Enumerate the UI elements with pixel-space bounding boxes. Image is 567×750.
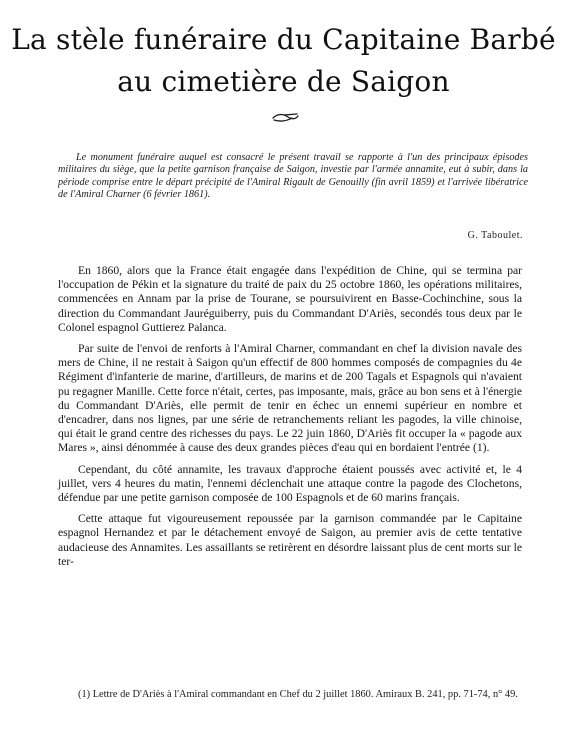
abstract-paragraph: Le monument funéraire auquel est consacré le présent travail se rapporte à l'un des principaux épisodes militaires du siège, que la petite garnison française de Saigon, investie par l'armée annamite, eut à subir, dans la période comprise entre le départ précipité de l'Amiral Rigault de Genouilly (fin avril 1859) et l'arrivée libératrice de l'Amiral Charner (6 février 1861). — [58, 152, 528, 201]
article-body — [58, 264, 522, 576]
author-signature: G. Taboulet. — [467, 230, 523, 241]
body-paragraph: Cette attaque fut vigoureusement repoussée par la garnison commandée par le Capitaine espagnol Hernandez et par le détachement envoyé de Saigon, au premier avis de cette tentative audacieuse des Annamites. Les assaillants se retirèrent en désordre laissant plus de cent morts sur le ter- — [58, 512, 522, 568]
body-paragraph: Par suite de l'envoi de renforts à l'Amiral Charner, commandant en chef la division navale des mers de Chine, il ne restait à Saigon qu'un effectif de 800 hommes composés de compagnies du 4e Régiment d'infanterie de marine, d'artilleurs, de marins et de 200 Tagals et Espagnols qui n'avaient pu regagner Manille. Cette force n'était, certes, pas imposante, mais, grâce au bon sens et à l'énergie du Commandant D'Ariès, elle permit de tenir en échec un ennemi supérieur en nombre et d'encadrer, dans nos lignes, par une série de retranchements reliant les pagodes, la ville chinoise, qui était le grand centre des richesses du pays. Le 22 juin 1860, D'Ariès fit occuper la « pagode aux Mares », ainsi dénommée à cause des deux grandes pièces d'eau qui en bordaient l'entrée (1). — [58, 342, 522, 455]
footnote: (1) Lettre de D'Ariès à l'Amiral commandant en Chef du 2 juillet 1860. Amiraux B. 241, pp. 71-74, n° 49. — [78, 689, 518, 700]
article-title-line-2: au cimetière de Saigon — [117, 65, 450, 98]
ornament-flourish-icon — [270, 112, 300, 124]
body-paragraph: Cependant, du côté annamite, les travaux d'approche étaient poussés avec activité et, le 4 juillet, vers 4 heures du matin, l'ennemi déclenchait une attaque contre la pagode des Clochetons, défendue par une petite garnison composée de 100 Espagnols et de 60 marins français. — [58, 462, 522, 505]
article-title-line-1: La stèle funéraire du Capitaine Barbé — [11, 23, 556, 56]
body-paragraph: En 1860, alors que la France était engagée dans l'expédition de Chine, qui se termina par l'occupation de Pékin et la signature du traité de paix du 25 octobre 1860, les opérations militaires, commencées en Annam par la prise de Tourane, se poursuivirent en Basse-Cochinchine, sous la direction du Commandant Jauréguiberry, puis du Commandant D'Ariès, secondés tous deux par le Colonel espagnol Guttierez Palanca. — [58, 264, 522, 334]
